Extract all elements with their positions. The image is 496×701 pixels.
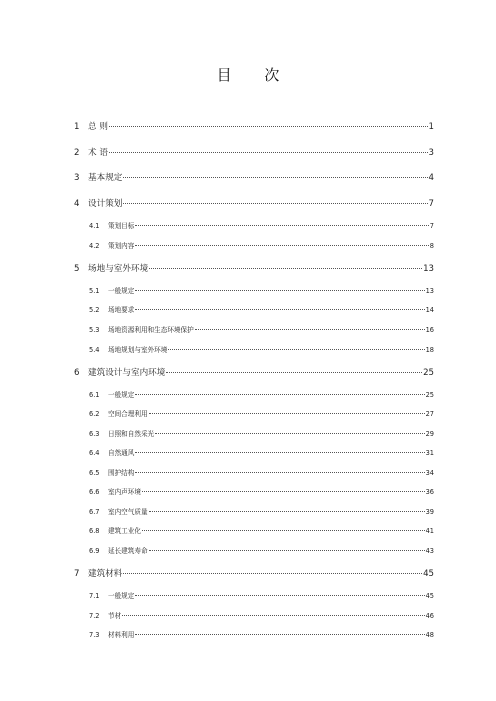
- toc-entry-label: 策划目标: [108, 222, 135, 230]
- toc-entry-number: 3: [74, 173, 80, 183]
- toc-entry[interactable]: [74, 567, 434, 579]
- toc-entry-label: 延长建筑寿命: [108, 547, 148, 555]
- dot-leader: [195, 329, 425, 330]
- dot-leader: [135, 245, 428, 246]
- dot-leader: [109, 152, 428, 153]
- toc-entry-number: 7: [74, 569, 80, 579]
- toc-entry-page-number: 13: [423, 264, 434, 274]
- toc-entry-label: 自然通风: [108, 449, 135, 457]
- toc-entry-page-number: 34: [425, 469, 434, 477]
- dot-leader: [135, 472, 424, 473]
- toc-entry-page-number: 41: [425, 527, 434, 535]
- toc-entry-number: 7.2: [89, 612, 100, 620]
- toc-entry-label: 建筑工业化: [108, 527, 141, 535]
- dot-leader: [135, 309, 424, 310]
- toc-entry[interactable]: [74, 262, 434, 274]
- dot-leader: [149, 413, 425, 414]
- toc-entry-page-number: 1: [428, 122, 434, 132]
- toc-entry-label: 空间合理利用: [108, 410, 148, 418]
- toc-entry-label: 场地规划与室外环境: [108, 346, 168, 354]
- toc-entry[interactable]: [89, 486, 434, 496]
- toc-entry-page-number: 46: [425, 612, 434, 620]
- toc-entry-label: 设计策划: [88, 199, 123, 209]
- toc-entry[interactable]: [89, 389, 434, 399]
- toc-entry-number: 7.3: [89, 631, 100, 639]
- toc-entry-number: 5.4: [89, 346, 100, 354]
- toc-entry[interactable]: [89, 629, 434, 639]
- toc-entry-page-number: 18: [425, 346, 434, 354]
- toc-entry-label: 材料利用: [108, 631, 135, 639]
- toc-entry-label: 总 则: [88, 122, 108, 132]
- toc-entry-page-number: 36: [425, 488, 434, 496]
- dot-leader: [142, 491, 425, 492]
- toc-entry[interactable]: [89, 467, 434, 477]
- toc-entry-number: 4.2: [89, 242, 100, 250]
- toc-entry-label: 术 语: [88, 148, 108, 158]
- toc-entry-number: 4.1: [89, 222, 100, 230]
- dot-leader: [135, 394, 424, 395]
- dot-leader: [123, 573, 422, 574]
- dot-leader: [123, 203, 427, 204]
- dot-leader: [135, 452, 424, 453]
- toc-entry-number: 6.4: [89, 449, 100, 457]
- toc-entry-page-number: 8: [429, 242, 434, 250]
- toc-entry-page-number: 31: [425, 449, 434, 457]
- dot-leader: [135, 634, 424, 635]
- toc-entry[interactable]: [89, 590, 434, 600]
- dot-leader: [122, 615, 424, 616]
- toc-entry-page-number: 4: [428, 173, 434, 183]
- toc-entry-number: 6.7: [89, 508, 100, 516]
- toc-entry-number: 6.5: [89, 469, 100, 477]
- toc-entry-number: 6.9: [89, 547, 100, 555]
- toc-entry-label: 节材: [108, 612, 122, 620]
- dot-leader: [135, 595, 424, 596]
- dot-leader: [135, 225, 428, 226]
- toc-entry[interactable]: [89, 545, 434, 555]
- toc-entry-page-number: 48: [425, 631, 434, 639]
- toc-entry-number: 6.8: [89, 527, 100, 535]
- toc-entry-page-number: 39: [425, 508, 434, 516]
- toc-entry-page-number: 45: [423, 569, 434, 579]
- toc-entry-label: 一般规定: [108, 287, 135, 295]
- toc-entry-page-number: 3: [428, 148, 434, 158]
- toc-entry[interactable]: [74, 171, 434, 183]
- dot-leader: [109, 126, 428, 127]
- toc-entry-number: 4: [74, 199, 80, 209]
- toc-entry-label: 一般规定: [108, 592, 135, 600]
- toc-entry[interactable]: [74, 366, 434, 378]
- toc-entry-page-number: 27: [425, 410, 434, 418]
- toc-entry-number: 5.3: [89, 326, 100, 334]
- toc-entry-label: 建筑设计与室内环境: [88, 368, 166, 378]
- toc-entry[interactable]: [89, 344, 434, 354]
- toc-entry[interactable]: [89, 220, 434, 230]
- toc-entry-number: 5: [74, 264, 80, 274]
- toc-entry[interactable]: [89, 285, 434, 295]
- toc-entry[interactable]: [89, 240, 434, 250]
- toc-entry-label: 场地与室外环境: [88, 264, 149, 274]
- toc-entry[interactable]: [74, 197, 434, 209]
- toc-entry-page-number: 16: [425, 326, 434, 334]
- toc-entry-number: 6: [74, 368, 80, 378]
- toc-entry[interactable]: [89, 428, 434, 438]
- dot-leader: [168, 349, 424, 350]
- toc-entry-number: 2: [74, 148, 80, 158]
- toc-entry-label: 基本规定: [88, 173, 123, 183]
- toc-entry-label: 室内声环境: [108, 488, 141, 496]
- dot-leader: [123, 177, 427, 178]
- toc-entry[interactable]: [89, 447, 434, 457]
- dot-leader: [135, 290, 424, 291]
- toc-entry[interactable]: [74, 120, 434, 132]
- dot-leader: [155, 433, 424, 434]
- toc-entry-label: 场地资源利用和生态环境保护: [108, 326, 194, 334]
- toc-entry[interactable]: [89, 610, 434, 620]
- toc-entry-label: 一般规定: [108, 391, 135, 399]
- toc-entry-page-number: 43: [425, 547, 434, 555]
- toc-entry-label: 围护结构: [108, 469, 135, 477]
- dot-leader: [149, 550, 425, 551]
- toc-entry-number: 6.2: [89, 410, 100, 418]
- toc-entry-label: 场地要求: [108, 306, 135, 314]
- toc-entry[interactable]: [89, 525, 434, 535]
- toc-entry-number: 6.3: [89, 430, 100, 438]
- page-title: 目 次: [216, 66, 294, 84]
- toc-entry-page-number: 13: [425, 287, 434, 295]
- toc-entry-page-number: 7: [428, 199, 434, 209]
- toc-entry-page-number: 25: [425, 391, 434, 399]
- dot-leader: [149, 511, 425, 512]
- toc-entry[interactable]: [89, 324, 434, 334]
- dot-leader: [166, 372, 422, 373]
- toc-entry-page-number: 29: [425, 430, 434, 438]
- toc-entry-page-number: 25: [423, 368, 434, 378]
- toc-entry-number: 5.2: [89, 306, 100, 314]
- toc-entry-label: 日照和自然采光: [108, 430, 155, 438]
- toc-entry-number: 7.1: [89, 592, 100, 600]
- toc-entry-label: 策划内容: [108, 242, 135, 250]
- toc-entry-label: 建筑材料: [88, 569, 123, 579]
- toc-entry-number: 5.1: [89, 287, 100, 295]
- toc-entry[interactable]: [89, 408, 434, 418]
- toc-entry[interactable]: [74, 146, 434, 158]
- toc-entry-label: 室内空气质量: [108, 508, 148, 516]
- toc-entry-page-number: 14: [425, 306, 434, 314]
- toc-entry-page-number: 7: [429, 222, 434, 230]
- toc-entry[interactable]: [89, 304, 434, 314]
- toc-entry-number: 6.6: [89, 488, 100, 496]
- toc-entry-page-number: 45: [425, 592, 434, 600]
- toc-entry-number: 6.1: [89, 391, 100, 399]
- dot-leader: [149, 268, 422, 269]
- toc-entry-number: 1: [74, 122, 80, 132]
- dot-leader: [142, 530, 425, 531]
- toc-entry[interactable]: [89, 506, 434, 516]
